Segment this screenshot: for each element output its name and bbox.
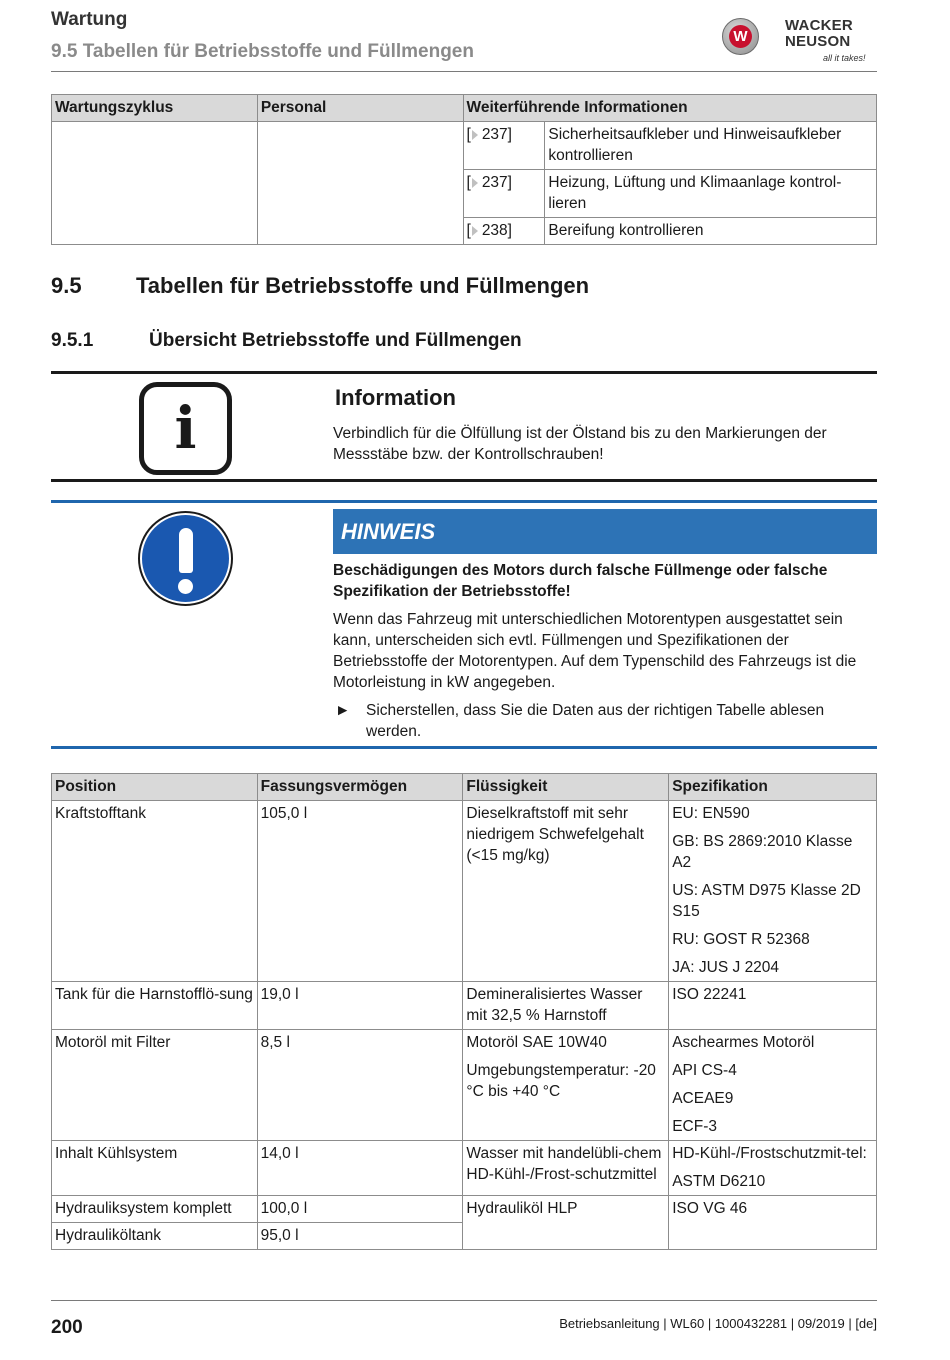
table-row: [52, 1030, 877, 1141]
page-ref-link[interactable]: [463, 218, 545, 245]
cell-spec: [669, 801, 877, 982]
notice-warning: Beschädigungen des Motors durch falsche Füllmenge oder falsche Spezifikation der Betriebsstoffe!: [333, 562, 828, 600]
cell-fluid: [463, 1141, 669, 1196]
spec-line: API CS-4: [672, 1062, 737, 1079]
spec-line: HD-Kühl-/Frostschutzmit-tel:: [672, 1145, 867, 1162]
logo-emblem-icon: W: [722, 18, 759, 55]
notice-title: HINWEIS: [341, 519, 436, 544]
cell-position: Tank für die Harnstofflö-sung: [52, 982, 258, 1030]
ref-open: [: [466, 174, 471, 191]
spec-line: JA: JUS J 2204: [672, 959, 780, 976]
page-header: [51, 8, 877, 72]
cell-spec: [669, 1141, 877, 1196]
notice-header: [333, 509, 877, 554]
table-row: [52, 801, 877, 982]
table-row: [52, 1196, 877, 1223]
table-row: [52, 982, 877, 1030]
notice-box: [51, 500, 877, 749]
cell-info: Heizung, Lüftung und Klimaanlage kontrol-lieren: [545, 170, 877, 218]
cell-capacity: 19,0 l: [257, 982, 463, 1030]
step-text: Sicherstellen, dass Sie die Daten aus der richtigen Tabelle ablesen werden.: [366, 702, 825, 740]
logo-line1: WACKER: [785, 17, 853, 34]
ref-open: [: [466, 222, 471, 239]
cell-position: Hydrauliköltank: [52, 1223, 258, 1250]
info-text: Verbindlich für die Ölfüllung ist der Ölstand bis zu den Markierungen der Messstäbe bzw. der Kontrollschrauben!: [333, 425, 827, 463]
table-header-row: [52, 774, 877, 801]
exclamation-icon: [138, 511, 233, 606]
header-subsection-title: 9.5 Tabellen für Betriebsstoffe und Füllmengen: [51, 41, 474, 62]
cell-position: Motoröl mit Filter: [52, 1030, 258, 1141]
cell-capacity: 14,0 l: [257, 1141, 463, 1196]
step-arrow-icon: ►: [335, 702, 351, 719]
cell-fluid: [463, 1030, 669, 1141]
table-row: [52, 122, 877, 170]
ref-number: 237]: [481, 174, 512, 191]
table-header-row: [52, 95, 877, 122]
cell-capacity: 95,0 l: [257, 1223, 463, 1250]
fluid-line: Umgebungstemperatur: -20 °C bis +40 °C: [466, 1062, 656, 1100]
cell-cycle: [52, 122, 258, 245]
cell-info: Bereifung kontrollieren: [545, 218, 877, 245]
cell-fluid: [463, 1196, 669, 1250]
ref-arrow-icon: [472, 178, 478, 188]
document-info: Betriebsanleitung | WL60 | 1000432281 | 09/2019 | [de]: [559, 1316, 877, 1331]
header-capacity: Fassungsvermögen: [257, 774, 463, 801]
fluid-line: Wasser mit handelübli-chem HD-Kühl-/Frost-schutzmittel: [466, 1145, 662, 1183]
spec-line: RU: GOST R 52368: [672, 931, 810, 948]
cell-position: Inhalt Kühlsystem: [52, 1141, 258, 1196]
header-maintenance-cycle: Wartungszyklus: [52, 95, 258, 122]
maintenance-table: [51, 94, 877, 245]
section-title: Tabellen für Betriebsstoffe und Füllmengen: [136, 273, 590, 298]
spec-line: ASTM D6210: [672, 1173, 766, 1190]
notice-text: Wenn das Fahrzeug mit unterschiedlichen Motorentypen ausgestattet sein kann, unterscheiden sich evtl. Füllmengen und Spezifikationen der Betriebsstoffe der Motorentypen. Auf dem Typenschild des Fahrzeugs ist die Motorleistung in kW angegeben.: [333, 611, 857, 691]
header-position: Position: [52, 774, 258, 801]
ref-open: [: [466, 126, 471, 143]
ref-number: 237]: [481, 126, 512, 143]
header-specification: Spezifikation: [669, 774, 877, 801]
wacker-neuson-logo: [722, 16, 877, 68]
spec-line: Aschearmes Motoröl: [672, 1034, 815, 1051]
cell-capacity: 105,0 l: [257, 801, 463, 982]
information-box: [51, 371, 877, 482]
cell-spec: [669, 1196, 877, 1250]
spec-line: ISO VG 46: [672, 1200, 748, 1217]
information-icon: i: [139, 382, 232, 475]
header-section-title: Wartung: [51, 9, 128, 30]
ref-arrow-icon: [472, 130, 478, 140]
table-row: [52, 1141, 877, 1196]
page-number: 200: [51, 1317, 83, 1338]
header-personnel: Personal: [257, 95, 463, 122]
ref-number: 238]: [481, 222, 512, 239]
cell-fluid: [463, 801, 669, 982]
fluid-line: Hydrauliköl HLP: [466, 1200, 578, 1217]
cell-position: Kraftstofftank: [52, 801, 258, 982]
info-title: Information: [335, 385, 456, 410]
logo-line2: NEUSON: [785, 33, 851, 50]
cell-fluid: [463, 982, 669, 1030]
cell-spec: [669, 982, 877, 1030]
subsection-title: Übersicht Betriebsstoffe und Füllmengen: [149, 330, 522, 351]
header-further-info: Weiterführende Informationen: [463, 95, 877, 122]
spec-line: GB: BS 2869:2010 Klasse A2: [672, 833, 853, 871]
fluid-line: Dieselkraftstoff mit sehr niedrigem Schwefelgehalt (<15 mg/kg): [466, 805, 644, 864]
subsection-number: 9.5.1: [51, 330, 94, 351]
cell-capacity: 8,5 l: [257, 1030, 463, 1141]
cell-personnel: [257, 122, 463, 245]
cell-info: Sicherheitsaufkleber und Hinweisaufkleber kontrollieren: [545, 122, 877, 170]
page-footer: [51, 1300, 877, 1338]
section-number: 9.5: [51, 273, 82, 298]
spec-line: US: ASTM D975 Klasse 2D S15: [672, 882, 861, 920]
fluids-table: [51, 773, 877, 1250]
cell-position: Hydrauliksystem komplett: [52, 1196, 258, 1223]
cell-spec: [669, 1030, 877, 1141]
spec-line: ISO 22241: [672, 986, 747, 1003]
header-fluid: Flüssigkeit: [463, 774, 669, 801]
fluid-line: Demineralisiertes Wasser mit 32,5 % Harnstoff: [466, 986, 643, 1024]
logo-tagline: all it takes!: [823, 53, 866, 63]
page-ref-link[interactable]: [463, 122, 545, 170]
cell-capacity: 100,0 l: [257, 1196, 463, 1223]
ref-arrow-icon: [472, 226, 478, 236]
page-ref-link[interactable]: [463, 170, 545, 218]
fluid-line: Motoröl SAE 10W40: [466, 1034, 607, 1051]
spec-line: ACEAE9: [672, 1090, 734, 1107]
spec-line: ECF-3: [672, 1118, 718, 1135]
spec-line: EU: EN590: [672, 805, 750, 822]
